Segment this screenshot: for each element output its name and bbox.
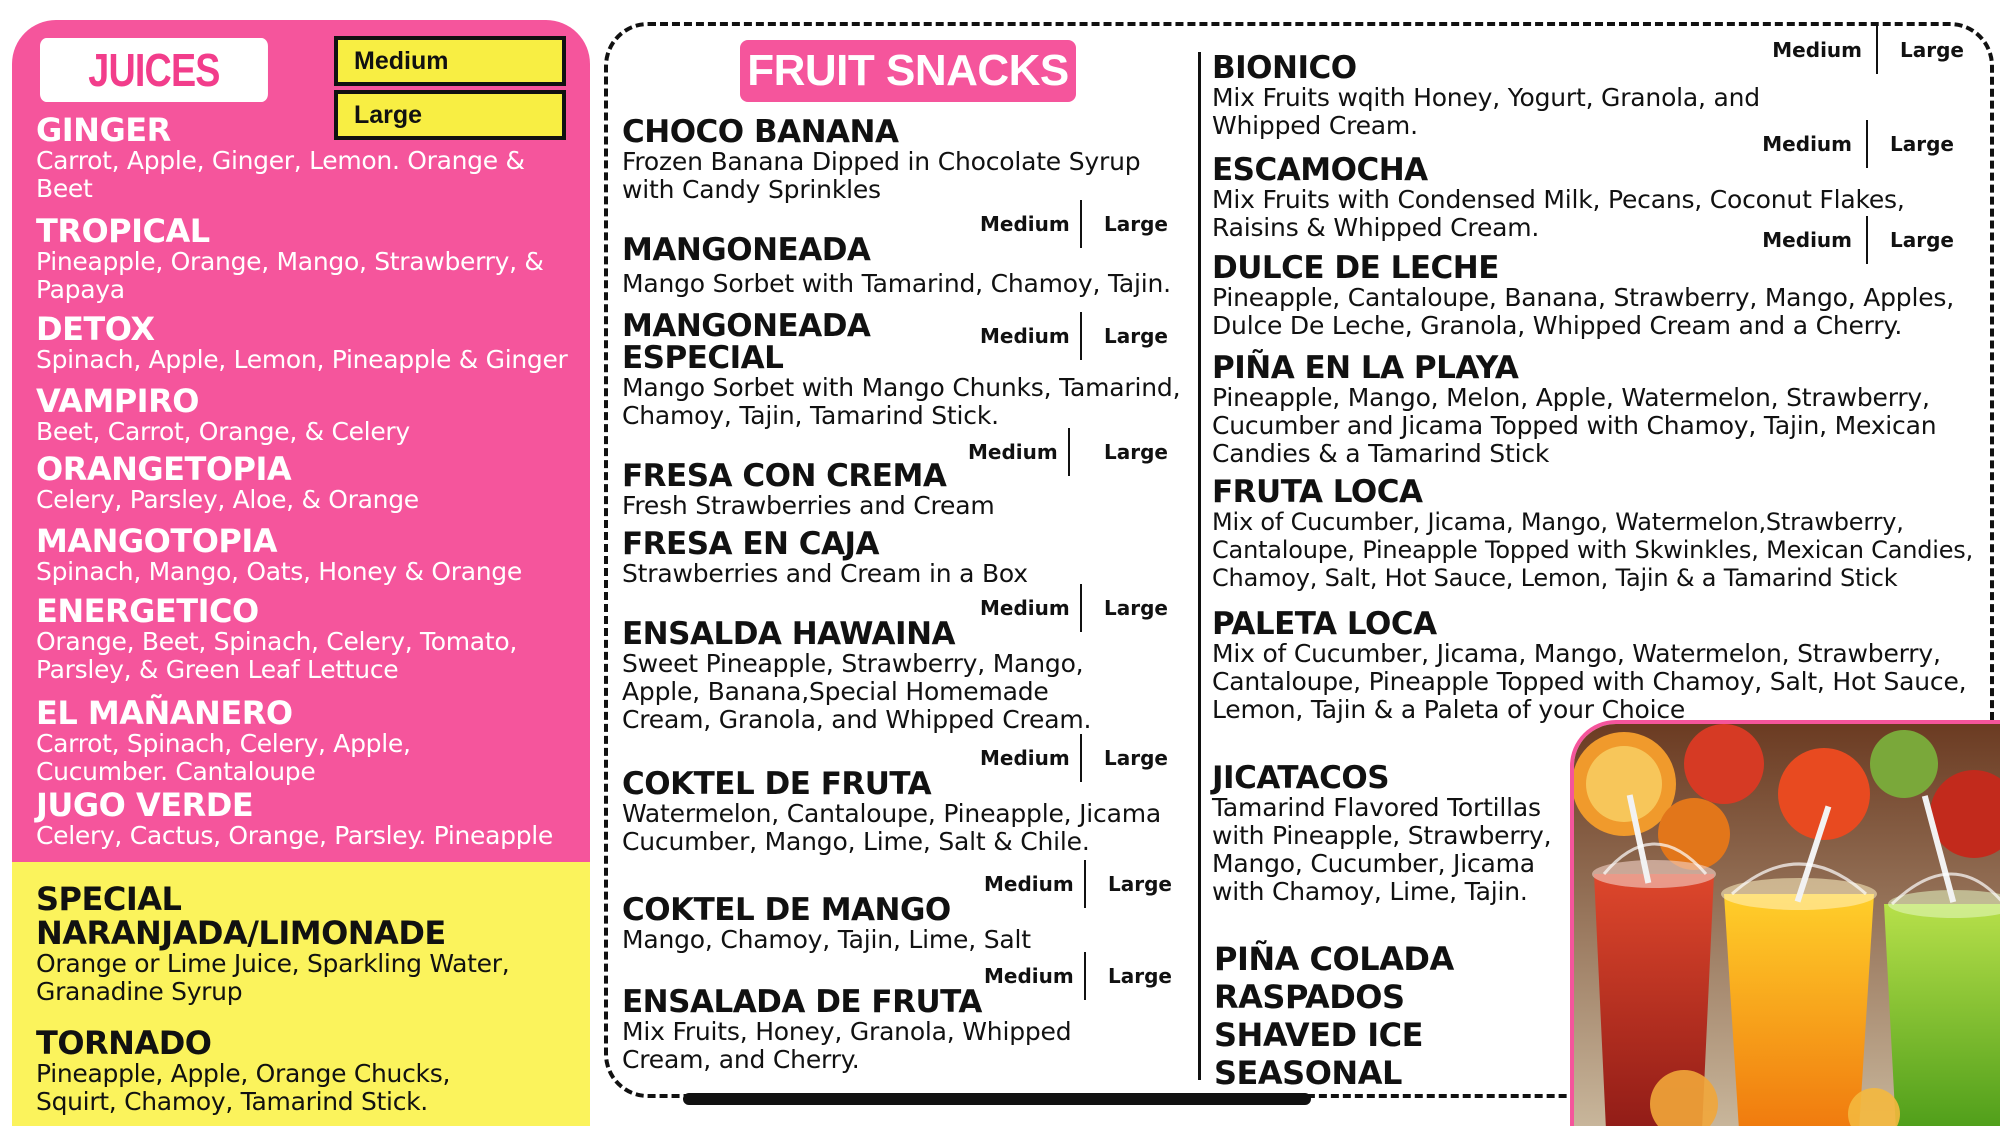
size-medium: Medium [1762,132,1852,156]
juice-item-el-mananero [36,696,586,786]
juice-item-energetico [36,594,586,684]
snack-ensalada-de-fruta [622,986,1197,1074]
snack-pina-en-la-playa [1212,352,1992,468]
snack-desc: Mix Fruits wqith Honey, Yogurt, Granola, and Whipped Cream. [1212,83,1760,140]
snack-ensalda-hawaina [622,618,1197,734]
juice-name: DETOX [36,310,155,348]
juice-item-vampiro [36,384,586,446]
snack-fruta-loca [1212,476,1992,592]
juice-desc: Celery, Cactus, Orange, Parsley. Pineapple [36,821,553,850]
snack-name: BIONICO [1212,50,1357,86]
snack-name: COKTEL DE FRUTA [622,766,932,802]
snack-name: FRESA CON CREMA [622,458,947,494]
snack-name: ESCAMOCHA [1212,152,1428,188]
special-name: TORNADO [36,1024,212,1062]
juice-name: TROPICAL [36,212,210,250]
juice-desc: Beet, Carrot, Orange, & Celery [36,417,410,446]
size-medium: Medium [980,324,1070,348]
size-medium: Medium [980,746,1070,770]
snack-choco-banana [622,116,1197,204]
juices-size-large: Large [334,90,566,140]
size-large: Large [1104,324,1168,348]
juices-title: JUICES [40,38,268,102]
size-large: Large [1890,228,1954,252]
juice-name: ORANGETOPIA [36,450,292,488]
special-desc: Pineapple, Apple, Orange Chucks, Squirt, Chamoy, Tamarind Stick. [36,1059,451,1116]
snack-name: JICATACOS [1212,760,1390,796]
column-divider [1198,52,1201,1080]
snack-mangoneada [622,234,1197,298]
extra-shaved-ice: SHAVED ICE [1214,1016,1423,1054]
extra-pina-colada: PIÑA COLADA [1214,940,1454,978]
size-large: Large [1108,964,1172,988]
size-large: Large [1104,596,1168,620]
juices-panel [12,20,590,1126]
juice-cups-photo [1570,720,2000,1126]
snack-name: MANGONEADA ESPECIAL [622,308,871,376]
extra-seasonal: SEASONAL [1214,1054,1402,1092]
juice-item-ginger [36,113,586,203]
juice-name: MANGOTOPIA [36,522,278,560]
juice-desc: Spinach, Apple, Lemon, Pineapple & Ginger [36,345,568,374]
juice-name: ENERGETICO [36,592,259,630]
juice-item-jugo-verde [36,788,586,850]
snack-desc: Mix of Cucumber, Jicama, Mango, Watermelon,Strawberry, Cantaloupe, Pineapple Topped with Skwinkles, Mexican Candies, Chamoy, Salt, Hot Sauce, Lemon, Tajin & a Tamarind Stick [1212,508,1974,592]
size-large: Large [1104,440,1168,464]
snack-name: PIÑA EN LA PLAYA [1212,350,1519,386]
snack-desc: Fresh Strawberries and Cream [622,491,995,520]
size-medium: Medium [980,596,1070,620]
juice-desc: Spinach, Mango, Oats, Honey & Orange [36,557,522,586]
snack-jicatacos [1212,762,1552,906]
snack-desc: Tamarind Flavored Tortillas with Pineapple, Strawberry, Mango, Cucumber, Jicama with Chamoy, Lime, Tajin. [1212,793,1552,906]
snack-coktel-de-fruta [622,768,1197,856]
juice-name: JUGO VERDE [36,786,254,824]
size-medium: Medium [984,964,1074,988]
size-large: Large [1104,746,1168,770]
size-medium: Medium [980,212,1070,236]
size-large: Large [1890,132,1954,156]
size-large: Large [1104,212,1168,236]
snack-desc: Mix of Cucumber, Jicama, Mango, Watermelon, Strawberry, Cantaloupe, Pineapple Topped with Chamoy, Salt, Hot Sauce, Lemon, Tajin & a Paleta of your Choice [1212,639,1967,724]
juice-desc: Orange, Beet, Spinach, Celery, Tomato, Parsley, & Green Leaf Lettuce [36,627,517,684]
size-medium: Medium [984,872,1074,896]
juice-name: GINGER [36,111,171,149]
special-item-naranjada [36,882,586,1006]
snack-desc: Mango Sorbet with Tamarind, Chamoy, Tajin. [622,269,1171,298]
snack-desc: Mix Fruits, Honey, Granola, Whipped Cream, and Cherry. [622,1017,1072,1074]
snack-fresa-con-crema [622,460,1197,520]
juice-item-detox [36,312,586,374]
size-large: Large [1108,872,1172,896]
size-medium: Medium [1762,228,1852,252]
snack-name: FRUTA LOCA [1212,474,1423,510]
snack-name: PALETA LOCA [1212,606,1437,642]
snack-desc: Mix Fruits with Condensed Milk, Pecans, Coconut Flakes, Raisins & Whipped Cream. [1212,185,1905,242]
size-large: Large [1900,38,1964,62]
juices-size-medium: Medium [334,36,566,86]
snack-mangoneada-especial [622,310,1197,430]
size-medium: Medium [968,440,1058,464]
snack-coktel-de-mango [622,894,1197,954]
snack-desc: Watermelon, Cantaloupe, Pineapple, Jicama Cucumber, Mango, Lime, Salt & Chile. [622,799,1161,856]
snack-desc: Frozen Banana Dipped in Chocolate Syrup with Candy Sprinkles [622,147,1141,204]
snack-desc: Pineapple, Cantaloupe, Banana, Strawberry, Mango, Apples, Dulce De Leche, Granola, Whipped Cream and a Cherry. [1212,283,1954,340]
juice-item-orangetopia [36,452,586,514]
snack-desc: Mango, Chamoy, Tajin, Lime, Salt [622,925,1031,954]
snack-name: CHOCO BANANA [622,114,899,150]
juice-item-mangotopia [36,524,586,586]
juice-cups-illustration [1574,724,2000,1126]
snack-fresa-en-caja [622,528,1197,588]
scrollbar-thumb[interactable] [683,1093,1311,1105]
snack-name: ENSALDA HAWAINA [622,616,956,652]
snack-desc: Sweet Pineapple, Strawberry, Mango, Apple, Banana,Special Homemade Cream, Granola, and Whipped Cream. [622,649,1092,734]
juice-item-tropical [36,214,586,304]
special-name: SPECIAL NARANJADA/LIMONADE [36,880,446,952]
juice-desc: Celery, Parsley, Aloe, & Orange [36,485,419,514]
juice-desc: Carrot, Spinach, Celery, Apple, Cucumber. Cantaloupe [36,729,411,786]
snack-desc: Mango Sorbet with Mango Chunks, Tamarind, Chamoy, Tajin, Tamarind Stick. [622,373,1181,430]
size-medium: Medium [1772,38,1862,62]
snack-name: MANGONEADA [622,232,871,268]
extra-raspados: RASPADOS [1214,978,1405,1016]
snack-paleta-loca [1212,608,1992,724]
juice-name: EL MAÑANERO [36,694,293,732]
snack-desc: Strawberries and Cream in a Box [622,559,1028,588]
snack-name: FRESA EN CAJA [622,526,880,562]
snack-desc: Pineapple, Mango, Melon, Apple, Watermelon, Strawberry, Cucumber and Jicama Topped with Chamoy, Tajin, Mexican Candies & a Tamarind Stick [1212,383,1937,468]
snack-dulce-de-leche [1212,252,1992,340]
juice-desc: Carrot, Apple, Ginger, Lemon. Orange & Beet [36,146,525,203]
juice-desc: Pineapple, Orange, Mango, Strawberry, & Papaya [36,247,544,304]
snack-name: COKTEL DE MANGO [622,892,951,928]
special-desc: Orange or Lime Juice, Sparkling Water, Granadine Syrup [36,949,510,1006]
juice-name: VAMPIRO [36,382,199,420]
snack-name: DULCE DE LECHE [1212,250,1499,286]
snack-name: ENSALADA DE FRUTA [622,984,982,1020]
special-item-tornado [36,1026,586,1116]
fruit-snacks-title: FRUIT SNACKS [740,40,1076,102]
